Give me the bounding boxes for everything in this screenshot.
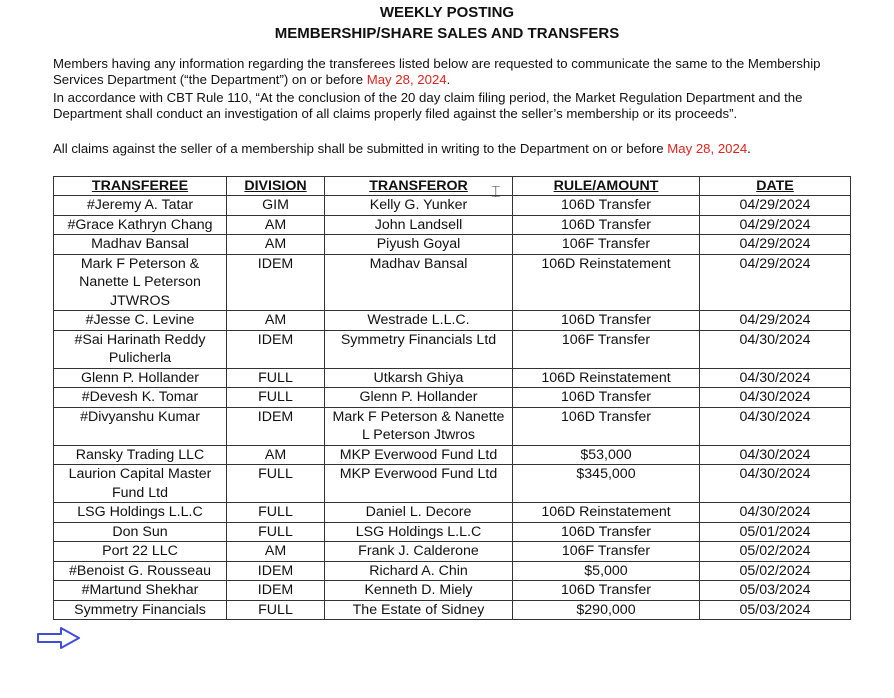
cell-transferor: John Landsell xyxy=(325,215,513,235)
cell-date: 05/02/2024 xyxy=(700,542,851,562)
cell-division: GIM xyxy=(227,196,325,216)
table-row xyxy=(54,311,851,331)
cell-rule-amount: 106D Transfer xyxy=(513,215,700,235)
table-row xyxy=(54,196,851,216)
table-row xyxy=(54,503,851,523)
cell-transferee: Madhav Bansal xyxy=(54,235,227,255)
cell-transferee: Glenn P. Hollander xyxy=(54,368,227,388)
cell-division: IDEM xyxy=(227,330,325,368)
cell-rule-amount: $5,000 xyxy=(513,561,700,581)
cell-rule-amount: 106D Transfer xyxy=(513,388,700,408)
cell-rule-amount: 106F Transfer xyxy=(513,235,700,255)
cell-division: FULL xyxy=(227,368,325,388)
cell-rule-amount: 106D Reinstatement xyxy=(513,368,700,388)
cell-transferee: Port 22 LLC xyxy=(54,542,227,562)
cell-transferor: Frank J. Calderone xyxy=(325,542,513,562)
table-row xyxy=(54,235,851,255)
intro-text: All claims against the seller of a membership shall be submitted in writing to the Department on or before xyxy=(53,141,668,156)
cell-date: 04/29/2024 xyxy=(700,235,851,255)
transfers-table xyxy=(53,176,851,620)
cell-transferor: Madhav Bansal xyxy=(325,254,513,311)
claim-deadline-date: May 28, 2024 xyxy=(366,71,447,87)
cell-transferee: Mark F Peterson & Nanette L Peterson JTWROS xyxy=(54,254,227,311)
cell-division: IDEM xyxy=(227,407,325,445)
cell-division: AM xyxy=(227,445,325,465)
intro-paragraph-2: In accordance with CBT Rule 110, “At the conclusion of the 20 day claim filing period, the Market Regulation Department and the Department shall conduct an investigation of all claims properly filed against the seller’s membership or its proceeds”. xyxy=(53,90,803,121)
cell-division: AM xyxy=(227,215,325,235)
cell-transferor: Glenn P. Hollander xyxy=(325,388,513,408)
page-title: WEEKLY POSTING xyxy=(379,4,515,21)
cell-rule-amount: $53,000 xyxy=(513,445,700,465)
cell-transferor: MKP Everwood Fund Ltd xyxy=(325,445,513,465)
cell-date: 04/29/2024 xyxy=(700,196,851,216)
page-subtitle: MEMBERSHIP/SHARE SALES AND TRANSFERS xyxy=(274,25,620,42)
cell-rule-amount: 106D Transfer xyxy=(513,196,700,216)
cell-division: IDEM xyxy=(227,561,325,581)
cell-transferor: MKP Everwood Fund Ltd xyxy=(325,465,513,503)
cell-division: FULL xyxy=(227,503,325,523)
cell-transferee: LSG Holdings L.L.C xyxy=(54,503,227,523)
cell-date: 04/30/2024 xyxy=(700,368,851,388)
table-row xyxy=(54,215,851,235)
cell-date: 04/30/2024 xyxy=(700,388,851,408)
cell-rule-amount: $290,000 xyxy=(513,600,700,620)
intro-punct: . xyxy=(747,141,751,156)
right-arrow-outline-icon xyxy=(37,626,81,650)
cell-date: 04/30/2024 xyxy=(700,503,851,523)
cell-date: 05/03/2024 xyxy=(700,581,851,601)
cell-rule-amount: 106F Transfer xyxy=(513,330,700,368)
cell-division: FULL xyxy=(227,388,325,408)
cell-rule-amount: 106D Transfer xyxy=(513,522,700,542)
cell-date: 04/29/2024 xyxy=(700,215,851,235)
cell-transferee: Ransky Trading LLC xyxy=(54,445,227,465)
cell-division: FULL xyxy=(227,465,325,503)
cell-transferee: Don Sun xyxy=(54,522,227,542)
intro-punct: . xyxy=(446,71,451,87)
cell-date: 04/30/2024 xyxy=(700,445,851,465)
table-row xyxy=(54,254,851,311)
cell-rule-amount: 106D Reinstatement xyxy=(513,254,700,311)
cell-rule-amount: 106D Reinstatement xyxy=(513,503,700,523)
cell-rule-amount: 106D Transfer xyxy=(513,407,700,445)
cell-date: 04/30/2024 xyxy=(700,465,851,503)
header-division: DIVISION xyxy=(227,177,325,196)
cell-transferee: #Grace Kathryn Chang xyxy=(54,215,227,235)
table-row xyxy=(54,368,851,388)
cell-division: FULL xyxy=(227,522,325,542)
table-row xyxy=(54,465,851,503)
table-row xyxy=(54,522,851,542)
cell-transferor: Daniel L. Decore xyxy=(325,503,513,523)
cell-date: 05/02/2024 xyxy=(700,561,851,581)
header-transferor: TRANSFEROR xyxy=(325,177,513,196)
cell-date: 04/29/2024 xyxy=(700,254,851,311)
cell-transferee: #Jesse C. Levine xyxy=(54,311,227,331)
cell-transferee: #Jeremy A. Tatar xyxy=(54,196,227,216)
cell-transferee: #Sai Harinath Reddy Pulicherla xyxy=(54,330,227,368)
table-row xyxy=(54,600,851,620)
claim-deadline-date: May 28, 2024 xyxy=(667,141,748,156)
table-row xyxy=(54,388,851,408)
header-date: DATE xyxy=(700,177,851,196)
header-rule-amount: RULE/AMOUNT xyxy=(513,177,700,196)
table-row xyxy=(54,581,851,601)
cell-date: 05/01/2024 xyxy=(700,522,851,542)
cell-transferor: Utkarsh Ghiya xyxy=(325,368,513,388)
cell-transferor: Symmetry Financials Ltd xyxy=(325,330,513,368)
cell-rule-amount: 106F Transfer xyxy=(513,542,700,562)
intro-paragraph-1 xyxy=(53,56,853,87)
cell-transferor: Westrade L.L.C. xyxy=(325,311,513,331)
cell-transferor: Kelly G. Yunker xyxy=(325,196,513,216)
table-row xyxy=(54,561,851,581)
cell-date: 05/03/2024 xyxy=(700,600,851,620)
table-row xyxy=(54,542,851,562)
header-transferee: TRANSFEREE xyxy=(54,177,227,196)
cell-division: FULL xyxy=(227,600,325,620)
cell-division: AM xyxy=(227,235,325,255)
cell-transferor: Mark F Peterson & Nanette L Peterson Jtwros xyxy=(325,407,513,445)
cell-rule-amount: 106D Transfer xyxy=(513,311,700,331)
cell-division: AM xyxy=(227,542,325,562)
table-row xyxy=(54,445,851,465)
cell-date: 04/30/2024 xyxy=(700,407,851,445)
cell-transferor: Kenneth D. Miely xyxy=(325,581,513,601)
cell-division: IDEM xyxy=(227,581,325,601)
intro-paragraph-3 xyxy=(53,141,853,157)
cell-rule-amount: 106D Transfer xyxy=(513,581,700,601)
cell-rule-amount: $345,000 xyxy=(513,465,700,503)
table-header-row xyxy=(54,177,851,196)
cell-transferor: LSG Holdings L.L.C xyxy=(325,522,513,542)
cell-date: 04/29/2024 xyxy=(700,311,851,331)
cell-date: 04/30/2024 xyxy=(700,330,851,368)
cell-transferee: #Devesh K. Tomar xyxy=(54,388,227,408)
cell-transferor: Richard A. Chin xyxy=(325,561,513,581)
cell-transferee: Laurion Capital Master Fund Ltd xyxy=(54,465,227,503)
cell-transferee: Symmetry Financials xyxy=(54,600,227,620)
intro-text: Members having any information regarding the transferees listed below are requested to communicate the same to the Membership Services Department (“the Department”) on or before xyxy=(53,56,821,87)
cell-transferor: Piyush Goyal xyxy=(325,235,513,255)
cell-transferee: #Martund Shekhar xyxy=(54,581,227,601)
text-cursor-icon: ⌶ xyxy=(491,184,501,201)
table-row xyxy=(54,330,851,368)
table-row xyxy=(54,407,851,445)
cell-transferor: The Estate of Sidney xyxy=(325,600,513,620)
cell-transferee: #Benoist G. Rousseau xyxy=(54,561,227,581)
cell-division: AM xyxy=(227,311,325,331)
cell-transferee: #Divyanshu Kumar xyxy=(54,407,227,445)
cell-division: IDEM xyxy=(227,254,325,311)
